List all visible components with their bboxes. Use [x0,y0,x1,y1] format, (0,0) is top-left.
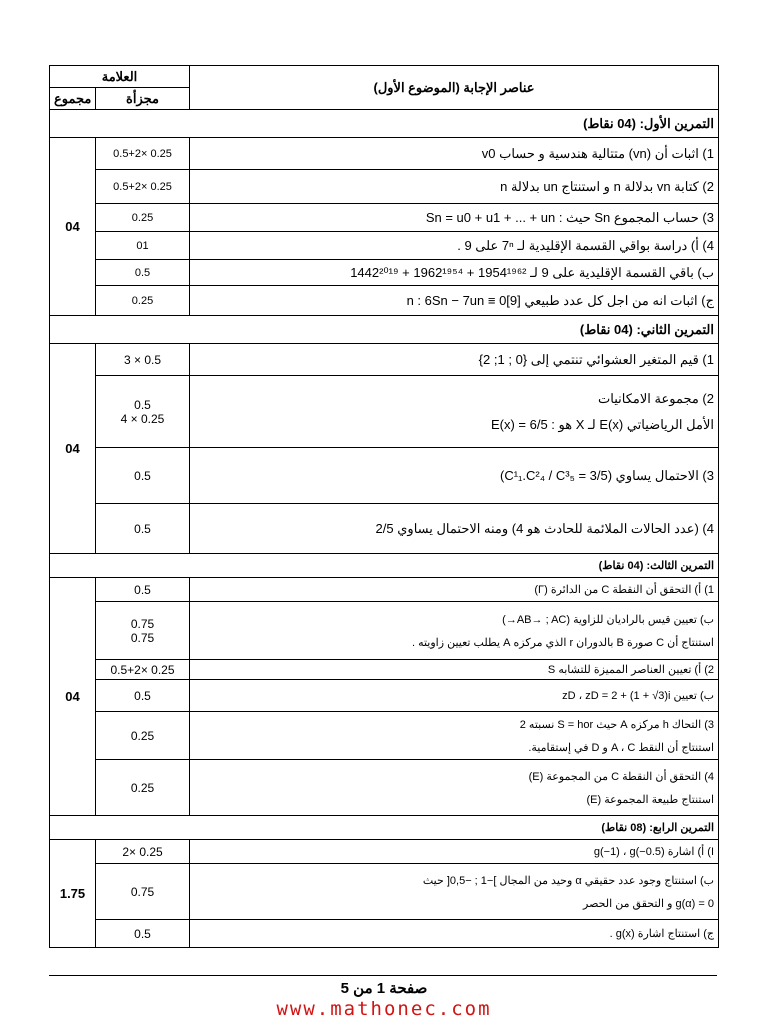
answer-element: I) أ) اشارة g(−1) ، g(−0.5) [190,840,719,864]
partial-grade-a: 0.5 [134,397,151,412]
partial-grade: 0.5 [96,578,190,602]
answer-line: ب) استنتاج وجود عدد حقيقي α وحيد من المجال ]−1 ; −0,5[ حيث [422,874,714,887]
answer-element: 2) كتابة vn بدلالة n و استنتاج un بدلالة n [190,170,719,204]
partial-grade: 0.25 [96,760,190,816]
partial-grade: 2× 0.25 [96,840,190,864]
answer-table [49,65,719,948]
partial-grade: 0.5+2× 0.25 [96,138,190,170]
answer-line: استنتاج أن النقط A ، C و D في إستقامية. [528,741,714,754]
answer-line: ب) تعيين قيس بالراديان للزاوية (AB→ ; AC→) [502,613,714,626]
partial-grade: 0.5 [96,920,190,948]
answer-element: 3) حساب المجموع Sn حيث : Sn = u0 + u1 + ... + un [190,204,719,232]
answer-line: استنتاج أن C صورة B بالدوران r الذي مركزه A يطلب تعيين زاويته . [411,636,714,649]
answer-element: 2) أ) تعيين العناصر المميزة للتشابه S [190,660,719,680]
partial-grade [96,602,190,660]
exercise-total: 1.75 [50,840,96,948]
page-number: صفحة 1 من 5 [340,980,428,997]
partial-grade: 0.25 [96,712,190,760]
partial-grade: 0.5+2× 0.25 [96,660,190,680]
partial-grade: 0.5+2× 0.25 [96,170,190,204]
exercise-title: التمرين الرابع: (08 نقاط) [50,816,719,840]
site-watermark: www.mathonec.com [276,998,492,1020]
partial-grade: 0.5 [96,448,190,504]
answer-element: ج) استنتاج اشارة g(x) . [190,920,719,948]
exercise-total: 04 [50,138,96,316]
partial-grade: 3 × 0.5 [96,344,190,376]
answer-element [190,864,719,920]
grade-header: العلامة [50,66,190,88]
partial-grade: 0.5 [96,680,190,712]
answer-element: ج) اثبات انه من اجل كل عدد طبيعي n : 6Sn − 7un ≡ 0[9] [190,286,719,316]
partial-grade: 0.5 [96,260,190,286]
footer-divider [49,975,717,976]
partial-grade: 01 [96,232,190,260]
answer-element: 3) الاحتمال يساوي (C¹₁.C²₄ / C³₅ = 3/5) [190,448,719,504]
partial-grade-a: 0.75 [130,616,155,631]
elements-header: عناصر الإجابة (الموضوع الأول) [190,66,719,110]
answer-element: 1) اثبات أن (vn) متتالية هندسية و حساب v0 [190,138,719,170]
answer-line: g(α) = 0 و التحقق من الحصر [583,897,714,910]
partial-grade: 0.25 [96,204,190,232]
answer-line: الأمل الرياضياتي E(x) لـ X هو : E(x) = 6/5 [490,416,714,432]
answer-element [190,376,719,448]
answer-line: 2) مجموعة الامكانيات [598,390,714,406]
answer-element: 1) قيم المتغير العشوائي تنتمي إلى {0 ; 1; 2} [190,344,719,376]
answer-element: ب) باقي القسمة الإقليدية على 9 لـ 1954¹⁹⁶² + 1962¹⁹⁵⁴ + 1442²⁰¹⁹ [190,260,719,286]
exercise-title: التمرين الثالث: (04 نقاط) [50,554,719,578]
total-header: مجموع [50,88,96,110]
partial-grade: 0.75 [96,864,190,920]
partial-grade-b: 4 × 0.25 [120,411,165,426]
partial-grade: 0.5 [96,504,190,554]
partial-grade [96,376,190,448]
exercise-title: التمرين الثاني: (04 نقاط) [50,316,719,344]
exercise-total: 04 [50,578,96,816]
answer-element: ب) تعيين zD ، zD = 2 + (1 + √3)i [190,680,719,712]
answer-element: 4) أ) دراسة بواقي القسمة الإقليدية لـ 7ⁿ على 9 . [190,232,719,260]
partial-grade-b: 0.75 [130,630,155,645]
exercise-title: التمرين الأول: (04 نقاط) [50,110,719,138]
answer-line: 3) التحاك h مركزه A حيث S = hor نسبته 2 [519,718,714,731]
answer-line: استنتاج طبيعة المجموعة (E) [586,793,714,806]
answer-line: 4) التحقق أن النقطة C من المجموعة (E) [528,770,714,783]
partial-header: مجزأة [96,88,190,110]
answer-element: 4) (عدد الحالات الملائمة للحادث هو 4) ومنه الاحتمال يساوي 2/5 [190,504,719,554]
answer-element [190,712,719,760]
exercise-total: 04 [50,344,96,554]
answer-element [190,760,719,816]
answer-element [190,602,719,660]
answer-element: 1) أ) التحقق أن النقطة C من الدائرة (Γ) [190,578,719,602]
partial-grade: 0.25 [96,286,190,316]
